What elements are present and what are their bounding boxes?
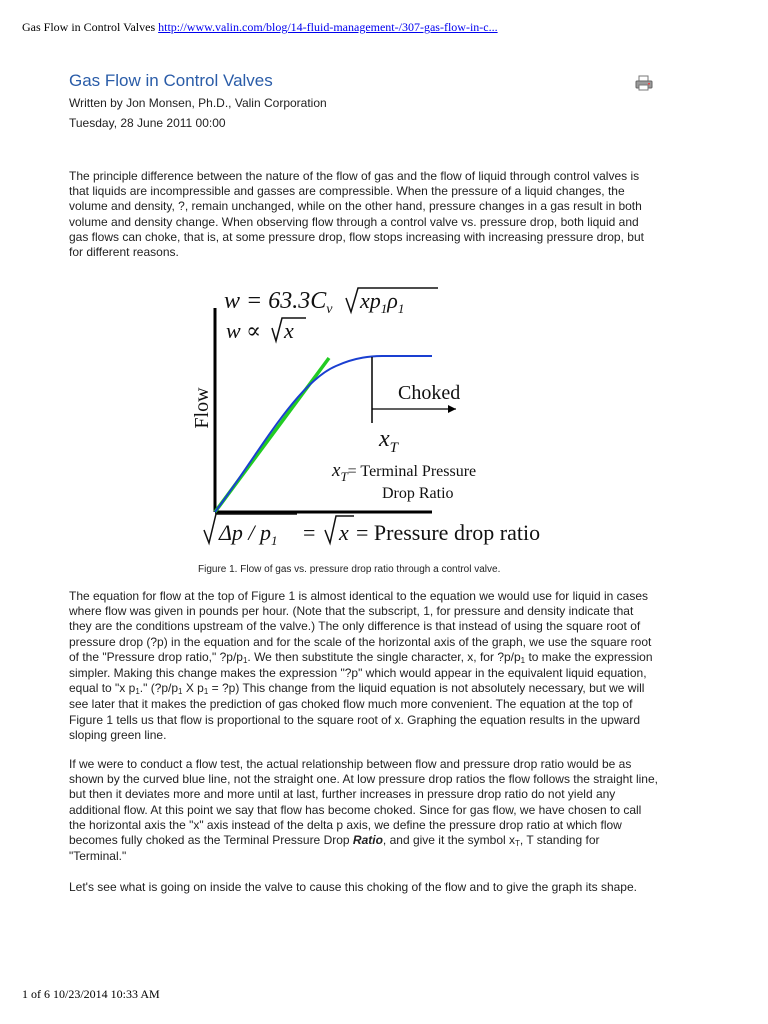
paragraph-equation: The equation for flow at the top of Figure 1 is almost identical to the equation we would use for liquid in cases where flow was given in pounds per hour. (Note that the subscript, 1, for pressure and density indicate that they are the conditions upstream of the valve.) The only difference is that instead of using the square root of pressure drop (?p) in the equation and for the scale of the horizontal axis of the graph, we use the square root of the "Pressure drop ratio," $?p/p_1$. We then substitute the single character, x, for $?p/p_1$ to make the expression simpler. Making this change makes the expression "?p" which would appear in the equivalent liquid equation, equal to "x $p_1$." ($?p/p_1$ X $p_1$ = ?p) This change from the liquid equation is not absolutely necessary, but we will see later that it makes the prediction of gas choked flow much more convenient. The equation at the top of Figure 1 tells us that flow is proportional to the square root of x. Graphing the equation results in the upward sloping green line. bbox=[69, 589, 653, 742]
xt-def-text: = Terminal Pressure bbox=[347, 463, 477, 480]
arrow-right-icon bbox=[448, 405, 456, 413]
eq-main-sub: v bbox=[326, 302, 333, 317]
paragraph-flow-test: If we were to conduct a flow test, the actual relationship between flow and pressure drop ratio would be as shown by the curved blue line, not the straight one. At low pressure drop ratios the flow follows the straight line, but then it deviates more and more until at last, further increases in pressure drop ratio do not yield any additional flow. At this point we say that flow has become choked. Since for gas flow, we have chosen to call the horizontal axis the "x" axis instead of the delta p axis, we define the pressure drop ratio at which flow becomes fully choked as the Terminal Pressure Drop Ratio, and give it the symbol $x_T$, T standing for "Terminal." bbox=[69, 757, 658, 864]
svg-text:w = 63.3Cv bbox=[224, 288, 333, 317]
page-header bbox=[22, 20, 498, 35]
x-label-radicand-sub: 1 bbox=[271, 533, 278, 548]
source-url-link[interactable]: http://www.valin.com/blog/14-fluid-management-/307-gas-flow-in-c... bbox=[158, 20, 498, 34]
article-date: Tuesday, 28 June 2011 00:00 bbox=[69, 116, 226, 130]
flow-vs-pressure-drop-figure bbox=[186, 278, 560, 550]
paragraph-closing: Let's see what is going on inside the valve to cause this choking of the flow and to give the graph its shape. bbox=[69, 880, 637, 894]
x-label-x: x bbox=[339, 520, 349, 545]
y-axis-label: Flow bbox=[191, 387, 213, 429]
xt-def-text2: Drop Ratio bbox=[382, 485, 454, 502]
page-footer: 1 of 6 10/23/2014 10:33 AM bbox=[22, 987, 160, 1001]
x-label-tail: = Pressure drop ratio bbox=[356, 520, 541, 545]
paragraph-intro: The principle difference between the nature of the flow of gas and the flow of liquid through control valves is that liquids are incompressible and gasses are compressible. When the pressure of a liquid changes, the volume and density, ?, remain unchanged, while on the other hand, pressure changes in a gas result in both volume and density change. When observing flow through a control valve vs. pressure drop, both liquid and gas flows can choke, that is, at some pressure drop, flow stops increasing with increasing pressure drop, but for different reasons. bbox=[69, 169, 644, 260]
document-title: Gas Flow in Control Valves bbox=[22, 20, 156, 34]
xt-symbol: x bbox=[379, 426, 390, 452]
printer-icon[interactable] bbox=[635, 75, 653, 91]
svg-text:Δp / p1 bbox=[218, 520, 278, 548]
eq-proportional: w ∝ bbox=[226, 318, 262, 343]
eq-main-rho: ρ bbox=[387, 288, 398, 313]
xt-def-symbol: x bbox=[332, 460, 341, 481]
x-label-radicand: Δp / p bbox=[219, 520, 272, 545]
eq-main-rho-sub: 1 bbox=[397, 301, 405, 316]
eq-prop-radicand: x bbox=[284, 318, 294, 343]
svg-text:xp1ρ1 bbox=[359, 288, 404, 316]
eq-main-radicand-sub: 1 bbox=[380, 301, 388, 316]
x-label-equals: = bbox=[303, 520, 316, 545]
choked-label: Choked bbox=[398, 382, 461, 404]
xt-sub: T bbox=[389, 440, 398, 456]
article-author: Written by Jon Monsen, Ph.D., Valin Corporation bbox=[69, 96, 327, 110]
article-title: Gas Flow in Control Valves bbox=[69, 71, 273, 90]
figure-caption: Figure 1. Flow of gas vs. pressure drop ratio through a control valve. bbox=[198, 564, 501, 575]
svg-text:xT= Terminal Pressure bbox=[331, 460, 476, 484]
svg-text:xT bbox=[378, 426, 400, 456]
eq-main-prefix: w = 63.3C bbox=[224, 288, 327, 314]
eq-main-radicand: xp bbox=[360, 288, 381, 313]
xt-def-sub: T bbox=[340, 469, 348, 484]
